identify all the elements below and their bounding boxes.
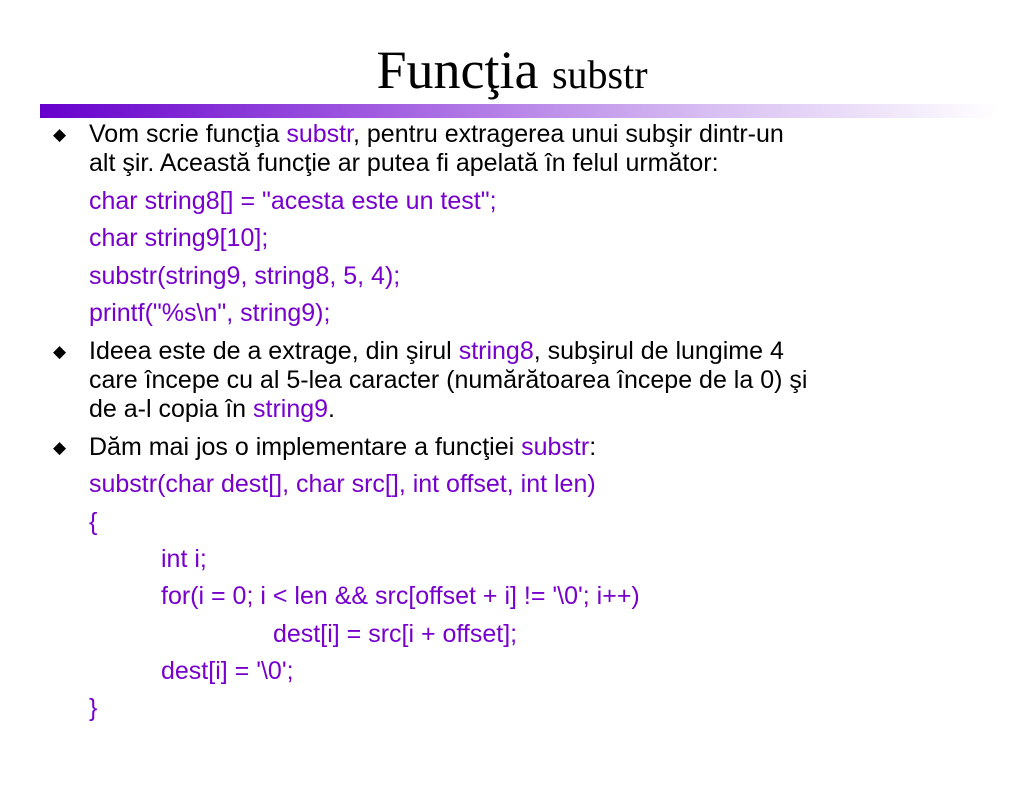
bullet-diamond-icon: ◆ bbox=[53, 125, 67, 144]
code-ref: string9 bbox=[253, 395, 329, 423]
code-line: char string8[] = "acesta este un test"; bbox=[89, 187, 497, 215]
title-main: Funcţia bbox=[376, 40, 539, 100]
text: de a-l copia în bbox=[89, 395, 253, 423]
text: Vom scrie funcţia bbox=[89, 120, 287, 148]
text: , subşirul de lungime 4 bbox=[533, 337, 784, 365]
text: . bbox=[328, 395, 335, 423]
paragraph-3-line-1 bbox=[89, 433, 596, 462]
bullet-diamond-icon: ◆ bbox=[53, 438, 67, 457]
text: Dăm mai jos o implementare a funcţiei bbox=[89, 433, 522, 461]
code-line: char string9[10]; bbox=[89, 224, 269, 252]
code-line: int i; bbox=[161, 545, 207, 573]
slide-title bbox=[0, 38, 1024, 107]
code-ref: substr bbox=[521, 433, 590, 461]
paragraph-1-line-2: alt şir. Această funcţie ar putea fi apelată în felul următor: bbox=[89, 149, 719, 177]
paragraph-2-line-1 bbox=[89, 337, 784, 366]
text: Ideea este de a extrage, din şirul bbox=[89, 337, 459, 365]
code-ref: substr bbox=[286, 120, 354, 148]
text: : bbox=[589, 433, 597, 461]
code-line: } bbox=[89, 694, 98, 722]
code-line: substr(char dest[], char src[], int offset, int len) bbox=[89, 470, 596, 498]
code-line: dest[i] = src[i + offset]; bbox=[273, 620, 518, 648]
code-line: dest[i] = '\0'; bbox=[161, 657, 294, 685]
title-sub: substr bbox=[551, 52, 648, 97]
paragraph-2-line-3 bbox=[89, 395, 335, 424]
code-ref: string8 bbox=[458, 337, 534, 365]
code-line: printf("%s\n", string9); bbox=[89, 299, 331, 327]
paragraph-2-line-2: care începe cu al 5-lea caracter (numărătoarea începe de la 0) şi bbox=[89, 366, 808, 394]
code-line: substr(string9, string8, 5, 4); bbox=[89, 262, 401, 290]
code-line: for(i = 0; i < len && src[offset + i] != '\0'; i++) bbox=[161, 582, 640, 610]
code-line: { bbox=[89, 508, 98, 536]
text: , pentru extragerea unui subşir dintr-un bbox=[353, 120, 784, 148]
bullet-diamond-icon: ◆ bbox=[53, 342, 67, 361]
title-underline bbox=[40, 104, 1000, 118]
paragraph-1-line-1 bbox=[89, 120, 784, 149]
